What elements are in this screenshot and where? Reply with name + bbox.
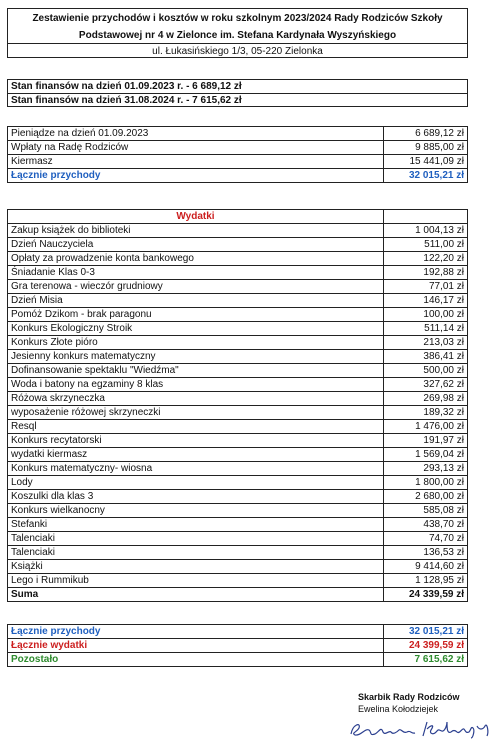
expense-row-value: 213,03 zł — [384, 336, 468, 350]
expense-row-value: 1 476,00 zł — [384, 420, 468, 434]
expense-row-label: wyposażenie różowej skrzyneczki — [8, 406, 384, 420]
income-row-label: Pieniądze na dzień 01.09.2023 — [8, 127, 384, 141]
expense-row — [8, 266, 468, 280]
expense-row-value: 122,20 zł — [384, 252, 468, 266]
expense-row-value: 192,88 zł — [384, 266, 468, 280]
expenses-table — [7, 209, 468, 602]
expense-row-label: Opłaty za prowadzenie konta bankowego — [8, 252, 384, 266]
expense-row — [8, 238, 468, 252]
income-table — [7, 126, 468, 183]
expense-row — [8, 490, 468, 504]
expense-row — [8, 392, 468, 406]
expense-row-value: 136,53 zł — [384, 546, 468, 560]
expense-row-label: Konkurs recytatorski — [8, 434, 384, 448]
expense-row — [8, 322, 468, 336]
expense-row-value: 585,08 zł — [384, 504, 468, 518]
expense-row-value: 511,00 zł — [384, 238, 468, 252]
expense-sum-row — [8, 588, 468, 602]
expense-row-label: Śniadanie Klas 0-3 — [8, 266, 384, 280]
income-row — [8, 155, 468, 169]
expense-row-label: Dofinansowanie spektaklu "Wiedźma" — [8, 364, 384, 378]
summary-income-value: 32 015,21 zł — [384, 625, 468, 639]
expense-row-value: 74,70 zł — [384, 532, 468, 546]
expense-row-label: Konkurs matematyczny- wiosna — [8, 462, 384, 476]
expenses-heading-row — [8, 210, 468, 224]
expense-row-label: Różowa skrzyneczka — [8, 392, 384, 406]
expense-row — [8, 560, 468, 574]
expense-row-value: 1 569,04 zł — [384, 448, 468, 462]
treasurer-block — [358, 691, 460, 715]
expense-row-value: 77,01 zł — [384, 280, 468, 294]
expense-row — [8, 476, 468, 490]
expense-row — [8, 252, 468, 266]
report-title-line1: Zestawienie przychodów i kosztów w roku szkolnym 2023/2024 Rady Rodziców Szkoły — [32, 13, 443, 24]
expense-row — [8, 546, 468, 560]
expenses-heading-value-cell — [384, 210, 468, 224]
expense-row-value: 1 128,95 zł — [384, 574, 468, 588]
expense-row-label: Książki — [8, 560, 384, 574]
expense-row-value: 2 680,00 zł — [384, 490, 468, 504]
income-total-row — [8, 169, 468, 183]
income-row-label: Kiermasz — [8, 155, 384, 169]
expense-row-label: Konkurs Ekologiczny Stroik — [8, 322, 384, 336]
expense-row-value: 100,00 zł — [384, 308, 468, 322]
summary-expense-value: 24 399,59 zł — [384, 639, 468, 653]
expense-row — [8, 434, 468, 448]
summary-table — [7, 624, 468, 667]
expense-row-label: Konkurs Złote pióro — [8, 336, 384, 350]
expense-row-value: 1 800,00 zł — [384, 476, 468, 490]
expense-row — [8, 336, 468, 350]
expense-row-label: Woda i batony na egzaminy 8 klas — [8, 378, 384, 392]
expense-row — [8, 504, 468, 518]
report-title-line2: Podstawowej nr 4 w Zielonce im. Stefana Kardynała Wyszyńskiego — [78, 30, 397, 41]
expense-row-value: 269,98 zł — [384, 392, 468, 406]
balance-box — [7, 79, 468, 107]
expense-row-label: Talenciaki — [8, 532, 384, 546]
expense-row-label: Konkurs wielkanocny — [8, 504, 384, 518]
expense-row-value: 438,70 zł — [384, 518, 468, 532]
expense-row — [8, 574, 468, 588]
income-row — [8, 127, 468, 141]
summary-expense-row — [8, 639, 468, 653]
expense-row — [8, 378, 468, 392]
expense-row-value: 191,97 zł — [384, 434, 468, 448]
expense-row-label: Gra terenowa - wieczór grudniowy — [8, 280, 384, 294]
expense-row — [8, 224, 468, 238]
income-row-value: 6 689,12 zł — [384, 127, 468, 141]
summary-income-label: Łącznie przychody — [8, 625, 384, 639]
expense-row-label: Lody — [8, 476, 384, 490]
handwritten-signature — [347, 716, 497, 740]
treasurer-name: Ewelina Kołodziejek — [358, 704, 439, 714]
expense-row — [8, 294, 468, 308]
expense-row-value: 327,62 zł — [384, 378, 468, 392]
income-total-row-value: 32 015,21 zł — [384, 169, 468, 183]
report-header — [7, 8, 468, 58]
balance-start: Stan finansów na dzień 01.09.2023 r. - 6 689,12 zł — [11, 81, 242, 92]
income-row-value: 15 441,09 zł — [384, 155, 468, 169]
income-total-row-label: Łącznie przychody — [8, 169, 384, 183]
expense-row-value: 1 004,13 zł — [384, 224, 468, 238]
expense-row — [8, 280, 468, 294]
expense-row-value: 500,00 zł — [384, 364, 468, 378]
summary-rest-label: Pozostało — [8, 653, 384, 667]
balance-end: Stan finansów na dzień 31.08.2024 r. - 7 615,62 zł — [8, 93, 467, 107]
expense-row — [8, 448, 468, 462]
expense-row-label: Lego i Rummikub — [8, 574, 384, 588]
expense-row — [8, 350, 468, 364]
expense-row-value: 9 414,60 zł — [384, 560, 468, 574]
expense-row-value: 189,32 zł — [384, 406, 468, 420]
expense-row-value: 146,17 zł — [384, 294, 468, 308]
expense-row-value: 386,41 zł — [384, 350, 468, 364]
income-row-value: 9 885,00 zł — [384, 141, 468, 155]
expense-row — [8, 462, 468, 476]
income-row — [8, 141, 468, 155]
summary-income-row — [8, 625, 468, 639]
treasurer-title: Skarbik Rady Rodziców — [358, 692, 460, 702]
expenses-heading: Wydatki — [8, 210, 384, 224]
expense-row-label: Pomóż Dzikom - brak paragonu — [8, 308, 384, 322]
summary-rest-row — [8, 653, 468, 667]
expense-row — [8, 532, 468, 546]
expense-row — [8, 364, 468, 378]
expense-row-label: Dzień Nauczyciela — [8, 238, 384, 252]
expense-row — [8, 420, 468, 434]
summary-rest-value: 7 615,62 zł — [384, 653, 468, 667]
expense-row-label: Dzień Misia — [8, 294, 384, 308]
expense-row-label: Zakup książek do biblioteki — [8, 224, 384, 238]
expense-row-value: 511,14 zł — [384, 322, 468, 336]
expense-row-value: 293,13 zł — [384, 462, 468, 476]
expense-row-label: Jesienny konkurs matematyczny — [8, 350, 384, 364]
summary-expense-label: Łącznie wydatki — [8, 639, 384, 653]
expense-sum-row-label: Suma — [8, 588, 384, 602]
expense-row — [8, 518, 468, 532]
expense-row-label: Resql — [8, 420, 384, 434]
income-row-label: Wpłaty na Radę Rodziców — [8, 141, 384, 155]
school-address: ul. Łukasińskiego 1/3, 05-220 Zielonka — [8, 43, 467, 60]
expense-row-label: Koszulki dla klas 3 — [8, 490, 384, 504]
expense-row — [8, 406, 468, 420]
expense-row-label: Talenciaki — [8, 546, 384, 560]
expense-row-label: Stefanki — [8, 518, 384, 532]
expense-row — [8, 308, 468, 322]
expense-row-label: wydatki kiermasz — [8, 448, 384, 462]
expense-sum-row-value: 24 339,59 zł — [384, 588, 468, 602]
